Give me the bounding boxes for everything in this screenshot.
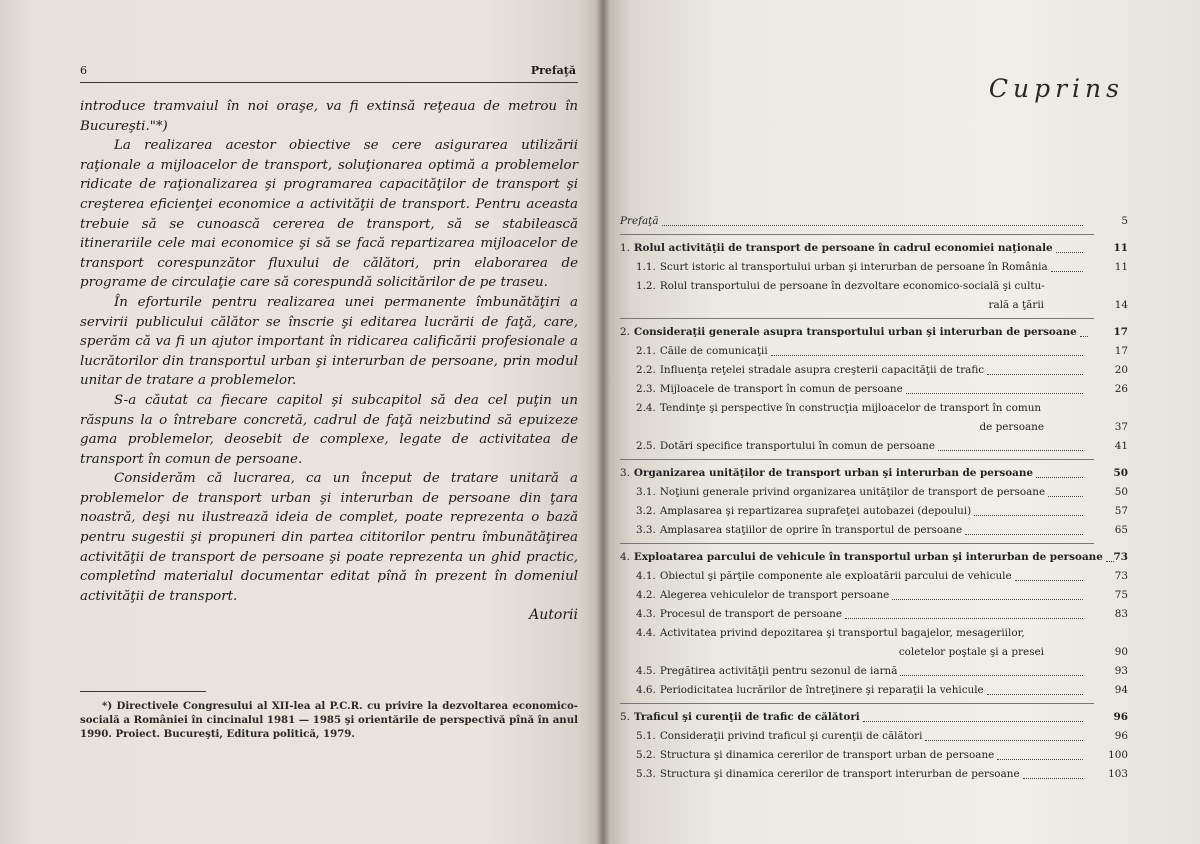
- toc-number: 4.3.: [636, 608, 656, 620]
- paragraph: Considerăm că lucrarea, ca un început de tratare unitară a problemelor de transport urban şi interurban de persoane din ţara noastră, deşi nu ilustrează ideia de complet, poate reprezenta o bază pentru sugestii şi propuneri din partea cititorilor pentru îmbunătăţirea activităţii de transport de persoane şi poate reprezenta un ghid practic, completînd materialul documentar editat pînă în prezent în domeniul activităţii de transport.: [80, 471, 578, 604]
- toc-leader-dots: [863, 720, 1083, 722]
- toc-chapter[interactable]: [620, 548, 1128, 567]
- toc-subsection[interactable]: [620, 586, 1128, 605]
- toc-page-number: 37: [1114, 421, 1128, 433]
- toc-title-text: Consideraţii generale asupra transportului urban şi interurban de persoane: [633, 326, 1077, 338]
- toc-page-number: 100: [1108, 749, 1128, 761]
- toc-title-text: Activitatea privind depozitarea şi transportul bagajelor, mesageriilor,: [659, 627, 1025, 639]
- toc-title-text: Organizarea unităţilor de transport urban şi interurban de persoane: [633, 467, 1034, 479]
- toc-title-text: Exploatarea parcului de vehicule în transportul urban şi interurban de persoane: [633, 551, 1103, 563]
- toc-page-number: 75: [1114, 589, 1128, 601]
- toc-subsection[interactable]: [620, 605, 1128, 624]
- running-title: Prefaţă: [530, 64, 576, 77]
- toc-number: 4.: [620, 551, 630, 563]
- toc-page-number: 50: [1113, 467, 1128, 479]
- toc-subsection[interactable]: [620, 277, 1128, 315]
- toc-page-number: 90: [1114, 646, 1128, 658]
- toc-title-continuation: rală a ţării: [988, 299, 1044, 311]
- toc-page-number: 57: [1114, 505, 1128, 517]
- toc-subsection[interactable]: [620, 662, 1128, 681]
- toc-number: 4.6.: [636, 684, 656, 696]
- toc-page-number: 50: [1114, 486, 1128, 498]
- toc-separator: [620, 459, 1094, 460]
- toc-title-text: Noţiuni generale privind organizarea unităţilor de transport de persoane: [659, 486, 1046, 498]
- toc-number: 5.1.: [636, 730, 656, 742]
- toc-page-number: 5: [1121, 215, 1128, 227]
- toc-number: 1.1.: [636, 261, 656, 273]
- toc-number: 3.2.: [636, 505, 656, 517]
- toc-title-text: Obiectul şi părţile componente ale exploatării parcului de vehicule: [659, 570, 1012, 582]
- toc-subsection[interactable]: [620, 483, 1128, 502]
- toc-subsection[interactable]: [620, 765, 1128, 784]
- toc-title-text: Structura şi dinamica cererilor de transport urban de persoane: [659, 749, 995, 761]
- toc-title-text: Amplasarea staţiilor de oprire în transportul de persoane: [659, 524, 963, 536]
- toc-leader-dots: [771, 354, 1083, 356]
- toc-subsection[interactable]: [620, 746, 1128, 765]
- toc-leader-dots: [997, 758, 1083, 760]
- toc-number: 4.4.: [636, 627, 656, 639]
- toc-page-number: 93: [1114, 665, 1128, 677]
- toc-number: 5.: [620, 711, 630, 723]
- toc-number: 1.2.: [636, 280, 656, 292]
- toc-page-number: 103: [1108, 768, 1128, 780]
- toc-title-text: Pregătirea activităţii pentru sezonul de iarnă: [659, 665, 898, 677]
- toc-leader-dots: [892, 598, 1083, 600]
- toc-number: 5.2.: [636, 749, 656, 761]
- toc-separator: [620, 318, 1094, 319]
- toc-subsection[interactable]: [620, 258, 1128, 277]
- toc-chapter[interactable]: [620, 464, 1128, 483]
- page-number: 6: [80, 64, 87, 77]
- toc-title-text: Alegerea vehiculelor de transport persoane: [659, 589, 890, 601]
- toc-leader-dots: [1015, 579, 1083, 581]
- toc-chapter[interactable]: [620, 708, 1128, 727]
- toc-leader-dots: [1056, 251, 1083, 253]
- paragraph: În eforturile pentru realizarea unei permanente îmbunătăţiri a servirii publicului călător se înscrie şi editarea lucrării de faţă, care, sperăm că va fi un ajutor important în ridicarea calificării profesionale a lucrătorilor din transportul urban şi interurban de persoane, prin modul unitar de tratare a problemelor.: [80, 294, 578, 389]
- toc-title-continuation: de persoane: [979, 421, 1044, 433]
- toc-leader-dots: [925, 739, 1083, 741]
- toc-title-text: Periodicitatea lucrărilor de întreţinere şi reparaţii la vehicule: [659, 684, 984, 696]
- toc-title-continuation: coletelor poştale şi a presei: [898, 646, 1044, 658]
- toc-number: 4.2.: [636, 589, 656, 601]
- toc-page-number: 83: [1114, 608, 1128, 620]
- toc-title-text: Prefaţă: [620, 215, 659, 227]
- toc-title-text: Influenţa reţelei stradale asupra creşterii capacităţii de trafic: [659, 364, 985, 376]
- toc-leader-dots: [845, 617, 1083, 619]
- toc-leader-dots: [662, 224, 1083, 226]
- toc-preface[interactable]: [620, 212, 1128, 231]
- toc-number: 3.3.: [636, 524, 656, 536]
- toc-number: 2.2.: [636, 364, 656, 376]
- toc-subsection[interactable]: [620, 567, 1128, 586]
- toc-page-number: 11: [1113, 242, 1128, 254]
- toc-title-text: Consideraţii privind traficul şi curenţii de călători: [659, 730, 923, 742]
- toc-page-number: 73: [1114, 570, 1128, 582]
- toc-subsection[interactable]: [620, 399, 1128, 437]
- footnote: [80, 699, 578, 741]
- toc-chapter[interactable]: [620, 239, 1128, 258]
- toc-page-number: 14: [1114, 299, 1128, 311]
- toc-leader-dots: [1036, 476, 1083, 478]
- toc-separator: [620, 703, 1094, 704]
- toc-number: 5.3.: [636, 768, 656, 780]
- toc-leader-dots: [900, 674, 1083, 676]
- toc-number: 3.: [620, 467, 630, 479]
- table-of-contents: [620, 212, 1128, 784]
- toc-leader-dots: [987, 693, 1083, 695]
- toc-page-number: 26: [1114, 383, 1128, 395]
- toc-subsection[interactable]: [620, 502, 1128, 521]
- toc-page-number: 20: [1114, 364, 1128, 376]
- toc-number: 4.1.: [636, 570, 656, 582]
- toc-title-text: Scurt istoric al transportului urban şi interurban de persoane în România: [659, 261, 1048, 273]
- toc-chapter[interactable]: [620, 323, 1128, 342]
- toc-leader-dots: [974, 514, 1083, 516]
- toc-title-text: Structura şi dinamica cererilor de transport interurban de persoane: [659, 768, 1020, 780]
- footnote-text: *) Directivele Congresului al XII-lea al P.C.R. cu privire la dezvoltarea economico-socială a României în cincinalul 1981 — 1985 şi orientările de perspectivă pînă în anul 1990. Proiect. Bucureşti, Editura politică, 1979.: [80, 700, 578, 740]
- toc-separator: [620, 543, 1094, 544]
- toc-page-number: 17: [1113, 326, 1128, 338]
- toc-page-number: 94: [1114, 684, 1128, 696]
- toc-number: 2.1.: [636, 345, 656, 357]
- toc-page-number: 41: [1114, 440, 1128, 452]
- preface-body: [80, 97, 578, 626]
- toc-number: 2.3.: [636, 383, 656, 395]
- toc-page-number: 73: [1113, 551, 1128, 563]
- toc-number: 1.: [620, 242, 630, 254]
- toc-number: 4.5.: [636, 665, 656, 677]
- toc-number: 3.1.: [636, 486, 656, 498]
- toc-separator: [620, 234, 1094, 235]
- toc-title-text: Dotări specifice transportului în comun de persoane: [659, 440, 936, 452]
- signature: Autorii: [529, 607, 578, 624]
- toc-leader-dots: [906, 392, 1083, 394]
- toc-page-number: 96: [1113, 711, 1128, 723]
- toc-leader-dots: [965, 533, 1083, 535]
- paragraph: La realizarea acestor obiective se cere asigurarea utilizării raţionale a mijloacelor de transport, soluţionarea optimă a problemelor ridicate de raţionalizarea şi programarea capacităţilor de transport şi creşterea eficienţei economice a activităţii de transport. Pentru aceasta trebuie să se cunoască cererea de transport, să se stabilească itinerariile cele mai economice şi să se facă repartizarea mijloacelor de transport corespunzător fluxului de călători, prin elaborarea de programe de circulaţie care să corespundă solicitărilor de pe traseu.: [80, 138, 578, 291]
- paragraph: introduce tramvaiul în noi oraşe, va fi extinsă reţeaua de metrou în Bucureşti."*): [80, 99, 578, 134]
- toc-subsection[interactable]: [620, 361, 1128, 380]
- toc-subsection[interactable]: [620, 624, 1128, 662]
- toc-subsection[interactable]: [620, 727, 1128, 746]
- toc-title: Cuprins: [988, 74, 1124, 103]
- toc-subsection[interactable]: [620, 681, 1128, 700]
- toc-number: 2.4.: [636, 402, 656, 414]
- toc-number: 2.5.: [636, 440, 656, 452]
- toc-number: 2.: [620, 326, 630, 338]
- toc-page-number: 17: [1114, 345, 1128, 357]
- toc-title-text: Căile de comunicaţii: [659, 345, 768, 357]
- toc-subsection[interactable]: [620, 521, 1128, 540]
- toc-page-number: 96: [1114, 730, 1128, 742]
- paragraph: S-a căutat ca fiecare capitol şi subcapitol să dea cel puţin un răspuns la o întrebare concretă, cadrul de faţă neizbutind să epuizeze gama problemelor, deosebit de complexe, legate de activitatea de transport în comun de persoane.: [80, 392, 578, 467]
- toc-leader-dots: [1023, 777, 1083, 779]
- toc-title-text: Amplasarea şi repartizarea suprafeţei autobazei (depoului): [659, 505, 972, 517]
- toc-leader-dots: [1051, 270, 1083, 272]
- toc-subsection[interactable]: [620, 342, 1128, 361]
- toc-leader-dots: [987, 373, 1083, 375]
- toc-title-text: Rolul transportului de persoane în dezvoltare economico-socială şi cultu-: [659, 280, 1045, 292]
- toc-subsection[interactable]: [620, 437, 1128, 456]
- toc-page-number: 11: [1114, 261, 1128, 273]
- running-head: [80, 62, 578, 83]
- toc-title-text: Traficul şi curenţii de trafic de călători: [633, 711, 860, 723]
- toc-title-text: Procesul de transport de persoane: [659, 608, 842, 620]
- toc-title-text: Tendinţe şi perspective în construcţia mijloacelor de transport în comun: [659, 402, 1042, 414]
- toc-leader-dots: [1048, 495, 1083, 497]
- footnote-divider: [80, 691, 206, 692]
- toc-title-text: Mijloacele de transport în comun de persoane: [659, 383, 903, 395]
- toc-subsection[interactable]: [620, 380, 1128, 399]
- book-gutter: [596, 0, 610, 844]
- toc-page-number: 65: [1114, 524, 1128, 536]
- toc-leader-dots: [938, 449, 1083, 451]
- toc-leader-dots: [1080, 335, 1088, 337]
- toc-title-text: Rolul activităţii de transport de persoane în cadrul economiei naţionale: [633, 242, 1053, 254]
